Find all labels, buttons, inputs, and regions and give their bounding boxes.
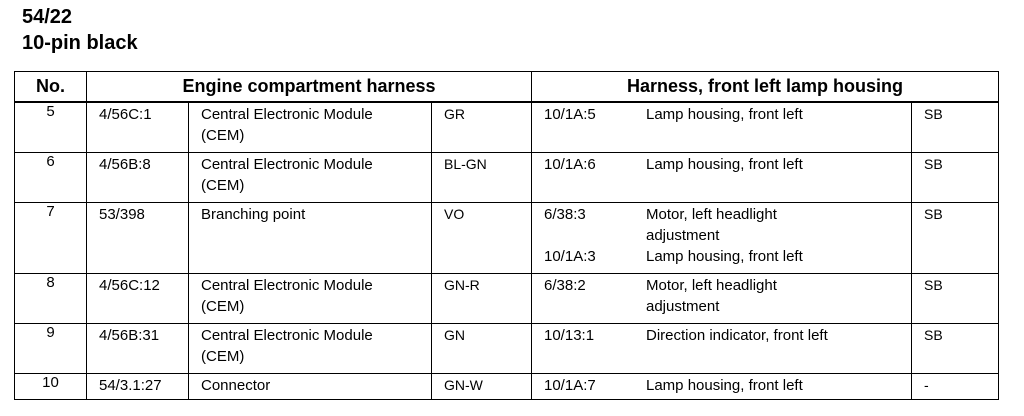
engine-component-description: Central Electronic Module [201,327,373,344]
left-color-divider [431,324,432,373]
engine-component-description: (CEM) [201,348,245,365]
lamp-harness-cell [532,203,999,274]
left-id-divider [188,103,189,152]
pin-number: 9 [15,324,87,374]
engine-wire-color: GN [444,327,465,343]
lamp-component-description: Direction indicator, front left [646,327,828,344]
column-header-lamp-harness: Harness, front left lamp housing [532,72,999,103]
engine-component-description: (CEM) [201,298,245,315]
engine-wire-color: BL-GN [444,156,487,172]
table-row [15,153,999,203]
pin-number: 10 [15,374,87,400]
lamp-color-divider [911,153,912,202]
table-header-row [15,72,999,103]
wiring-table [14,71,999,400]
table-row [15,102,999,153]
left-color-divider [431,103,432,152]
lamp-component-description: Lamp housing, front left [646,156,803,173]
lamp-component-description: Motor, left headlight [646,206,777,223]
left-color-divider [431,153,432,202]
lamp-harness-cell [532,153,999,203]
lamp-wire-color: SB [924,106,943,122]
engine-component-description: Connector [201,377,271,394]
engine-harness-cell [87,203,532,274]
lamp-connector-id: 10/13:1 [544,327,595,344]
engine-connector-id: 4/56C:12 [99,277,160,294]
left-id-divider [188,203,189,273]
lamp-color-divider [911,203,912,273]
pin-number: 5 [15,102,87,153]
column-header-no: No. [15,72,87,103]
lamp-wire-color: SB [924,277,943,293]
engine-harness-cell [87,102,532,153]
engine-harness-cell [87,274,532,324]
lamp-wire-color: SB [924,206,943,222]
lamp-connector-id: 10/1A:7 [544,377,596,394]
engine-wire-color: GN-W [444,377,483,393]
left-id-divider [188,374,189,399]
engine-harness-cell [87,324,532,374]
lamp-wire-color: SB [924,156,943,172]
engine-connector-id: 4/56B:8 [99,156,151,173]
engine-component-description: Central Electronic Module [201,106,373,123]
lamp-harness-cell [532,324,999,374]
lamp-wire-color: - [924,377,929,393]
lamp-connector-id: 6/38:3 [544,206,586,223]
lamp-component-description: Motor, left headlight [646,277,777,294]
table-row [15,203,999,274]
engine-connector-id: 53/398 [99,206,145,223]
lamp-harness-cell [532,374,999,400]
left-color-divider [431,374,432,399]
left-id-divider [188,153,189,202]
table-row [15,374,999,400]
left-id-divider [188,324,189,373]
engine-wire-color: VO [444,206,465,222]
engine-wire-color: GR [444,106,465,122]
lamp-harness-cell [532,102,999,153]
lamp-color-divider [911,374,912,399]
lamp-color-divider [911,103,912,152]
lamp-harness-cell [532,274,999,324]
engine-connector-id: 4/56C:1 [99,106,152,123]
pin-number: 6 [15,153,87,203]
lamp-connector-id: 6/38:2 [544,277,586,294]
lamp-connector-id: 10/1A:5 [544,106,596,123]
lamp-wire-color: SB [924,327,943,343]
lamp-component-description: Lamp housing, front left [646,377,803,394]
lamp-component-description: Lamp housing, front left [646,248,803,265]
lamp-component-description: Lamp housing, front left [646,106,803,123]
engine-connector-id: 54/3.1:27 [99,377,162,394]
lamp-color-divider [911,274,912,323]
lamp-connector-id: 10/1A:3 [544,248,596,265]
engine-harness-cell [87,374,532,400]
left-color-divider [431,274,432,323]
engine-harness-cell [87,153,532,203]
pin-number: 8 [15,274,87,324]
lamp-color-divider [911,324,912,373]
column-header-engine-harness: Engine compartment harness [87,72,532,103]
engine-component-description: Central Electronic Module [201,277,373,294]
engine-connector-id: 4/56B:31 [99,327,160,344]
left-color-divider [431,203,432,273]
engine-component-description: (CEM) [201,177,245,194]
connector-description: 10-pin black [22,32,138,54]
lamp-component-description: adjustment [646,298,720,315]
engine-wire-color: GN-R [444,277,480,293]
document-heading [22,4,138,56]
engine-component-description: (CEM) [201,127,245,144]
lamp-connector-id: 10/1A:6 [544,156,596,173]
lamp-component-description: adjustment [646,227,720,244]
engine-component-description: Central Electronic Module [201,156,373,173]
left-id-divider [188,274,189,323]
table-row [15,274,999,324]
connector-code: 54/22 [22,6,73,28]
pin-number: 7 [15,203,87,274]
engine-component-description: Branching point [201,206,306,223]
table-row [15,324,999,374]
